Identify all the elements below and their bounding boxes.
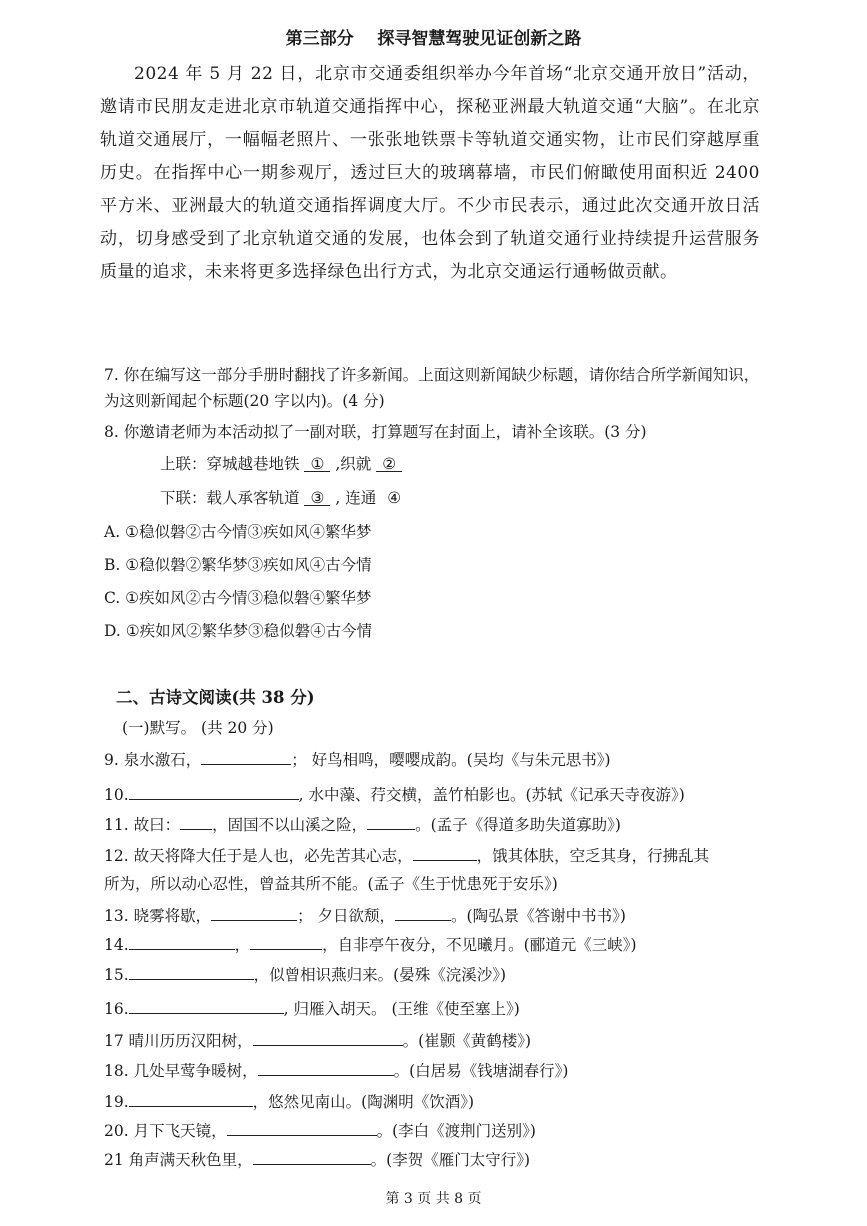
question-15: [104, 963, 506, 985]
question-17: [104, 1029, 531, 1051]
part-title: 第三部分 探寻智慧驾驶见证创新之路: [285, 29, 582, 49]
q12-blank[interactable]: [413, 844, 477, 861]
question-18: [104, 1059, 568, 1081]
couplet-upper: [160, 452, 402, 474]
question-12: [104, 844, 709, 866]
question-20: [104, 1119, 536, 1141]
q20-blank[interactable]: [227, 1119, 377, 1136]
q20-text-pre: 20. 月下飞天镜，: [104, 1122, 227, 1140]
q12-text-post: ，饿其体肤，空乏其身，行拂乱其: [476, 847, 710, 865]
q14-text-pre: 14.: [104, 936, 129, 954]
q15-blank[interactable]: [129, 963, 254, 980]
q11-blank-1[interactable]: [180, 813, 212, 830]
q16-text-pre: 16.: [104, 1000, 129, 1018]
couplet-upper-text-a: 上联：穿城越巷地铁: [160, 455, 305, 473]
option-c[interactable]: C. ①疾如风②古今情③稳似磐④繁华梦: [104, 589, 372, 607]
question-8: 8. 你邀请老师为本活动拟了一副对联，打算题写在封面上，请补全该联。(3 分): [104, 423, 647, 441]
question-11: [104, 813, 621, 835]
question-21: [104, 1148, 530, 1170]
q19-blank[interactable]: [129, 1090, 253, 1107]
q10-blank[interactable]: [129, 783, 299, 800]
q15-text-pre: 15.: [104, 966, 129, 984]
q19-text-pre: 19.: [104, 1093, 129, 1111]
couplet-lower-text-b: , 连通: [330, 489, 382, 507]
couplet-lower: [160, 486, 407, 508]
q11-text-pre: 11. 故曰：: [104, 816, 181, 834]
q12-text-pre: 12. 故天将降大任于是人也，必先苦其心志，: [104, 847, 413, 865]
q21-text-pre: 21 角声满天秋色里，: [104, 1151, 253, 1169]
option-d[interactable]: D. ①疾如风②繁华梦③稳似磐④古今情: [104, 622, 373, 640]
q16-text-post: , 归雁入胡天。 (王维《使至塞上》): [283, 1000, 520, 1018]
q13-text-mid: ； 夕日欲颓，: [297, 907, 396, 925]
subsection-1-heading: (一)默写。 (共 20 分): [122, 719, 274, 737]
couplet-blank-1[interactable]: ①: [304, 455, 330, 472]
option-b[interactable]: B. ①稳似磐②繁华梦③疾如风④古今情: [104, 556, 372, 574]
q14-text-post: ，自非亭午夜分，不见曦月。(郦道元《三峡》): [322, 936, 637, 954]
q21-blank[interactable]: [253, 1148, 371, 1165]
q11-text-post: 。(孟子《得道多助失道寡助》): [415, 816, 621, 834]
question-19: [104, 1090, 474, 1112]
couplet-upper-text-b: ,织就: [330, 455, 377, 473]
q20-text-post: 。(李白《渡荆门送别》): [376, 1122, 536, 1140]
page-number: 第 3 页 共 8 页: [385, 1191, 482, 1207]
q21-text-post: 。(李贺《雁门太守行》): [370, 1151, 531, 1169]
q14-blank-2[interactable]: [250, 933, 322, 950]
q13-blank-2[interactable]: [395, 904, 451, 921]
q9-text-post: ； 好鸟相鸣，嘤嘤成韵。(吴均《与朱元思书》): [291, 751, 611, 769]
q10-text-pre: 10.: [104, 786, 129, 804]
news-passage: 2024 年 5 月 22 日，北京市交通委组织举办今年首场“北京交通开放日”活动，邀请市民朋友走进北京市轨道交通指挥中心，探秘亚洲最大轨道交通“大脑”。在北京轨道交通展厅，一幅幅老照片、一张张地铁票卡等轨道交通实物，让市民们穿越厚重历史。在指挥中心一期参观厅，透过巨大的玻璃幕墙，市民们俯瞰使用面积近 2400 平方米、亚洲最大的轨道交通指挥调度大厅。不少市民表示，通过此次交通开放日活动，切身感受到了北京轨道交通的发展，也体会到了轨道交通行业持续提升运营服务质量的追求，未来将更多选择绿色出行方式，为北京交通运行通畅做贡献。: [100, 64, 760, 282]
couplet-blank-3[interactable]: ③: [304, 489, 330, 506]
q9-blank[interactable]: [201, 748, 291, 765]
q16-blank[interactable]: [129, 997, 284, 1014]
q17-text-post: 。(崔颢《黄鹤楼》): [402, 1032, 532, 1050]
question-14: [104, 933, 637, 955]
couplet-lower-text-a: 下联：载人承客轨道: [160, 489, 305, 507]
question-10: [104, 783, 685, 805]
q17-text-pre: 17 晴川历历汉阳树，: [104, 1032, 253, 1050]
q13-text-pre: 13. 晓雾将歇，: [104, 907, 212, 925]
couplet-blank-4[interactable]: ④: [387, 489, 402, 507]
q18-text-post: 。(白居易《钱塘湖春行》): [393, 1062, 569, 1080]
q17-blank[interactable]: [253, 1029, 403, 1046]
q14-blank-1[interactable]: [129, 933, 235, 950]
q13-text-post: 。(陶弘景《答谢中书书》): [451, 907, 626, 925]
q9-text-pre: 9. 泉水激石，: [104, 751, 202, 769]
question-12-line-2: 所为，所以动心忍性，曾益其所不能。(孟子《生于忧患死于安乐》): [104, 875, 558, 893]
question-16: [104, 997, 520, 1019]
question-7: 7. 你在编写这一部分手册时翻找了许多新闻。上面这则新闻缺少标题，请你结合所学新闻知识，为这则新闻起个标题(20 字以内)。(4 分): [104, 366, 760, 410]
q19-text-post: ，悠然见南山。(陶渊明《饮酒》): [252, 1093, 475, 1111]
couplet-blank-2[interactable]: ②: [376, 455, 402, 472]
option-a[interactable]: A. ①稳似磐②古今情③疾如风④繁华梦: [104, 523, 372, 541]
q13-blank-1[interactable]: [211, 904, 297, 921]
question-9: [104, 748, 611, 770]
q11-text-mid: ，固国不以山溪之险，: [212, 816, 368, 834]
q15-text-post: ，似曾相识燕归来。(晏殊《浣溪沙》): [253, 966, 507, 984]
question-13: [104, 904, 626, 926]
section-2-heading: 二、古诗文阅读(共 38 分): [116, 688, 315, 707]
q10-text-post: , 水中藻、荇交横，盖竹柏影也。(苏轼《记承天寺夜游》): [298, 786, 685, 804]
q18-text-pre: 18. 几处早莺争暖树，: [104, 1062, 258, 1080]
q11-blank-2[interactable]: [367, 813, 415, 830]
q18-blank[interactable]: [258, 1059, 394, 1076]
q14-text-mid: ，: [234, 936, 251, 954]
